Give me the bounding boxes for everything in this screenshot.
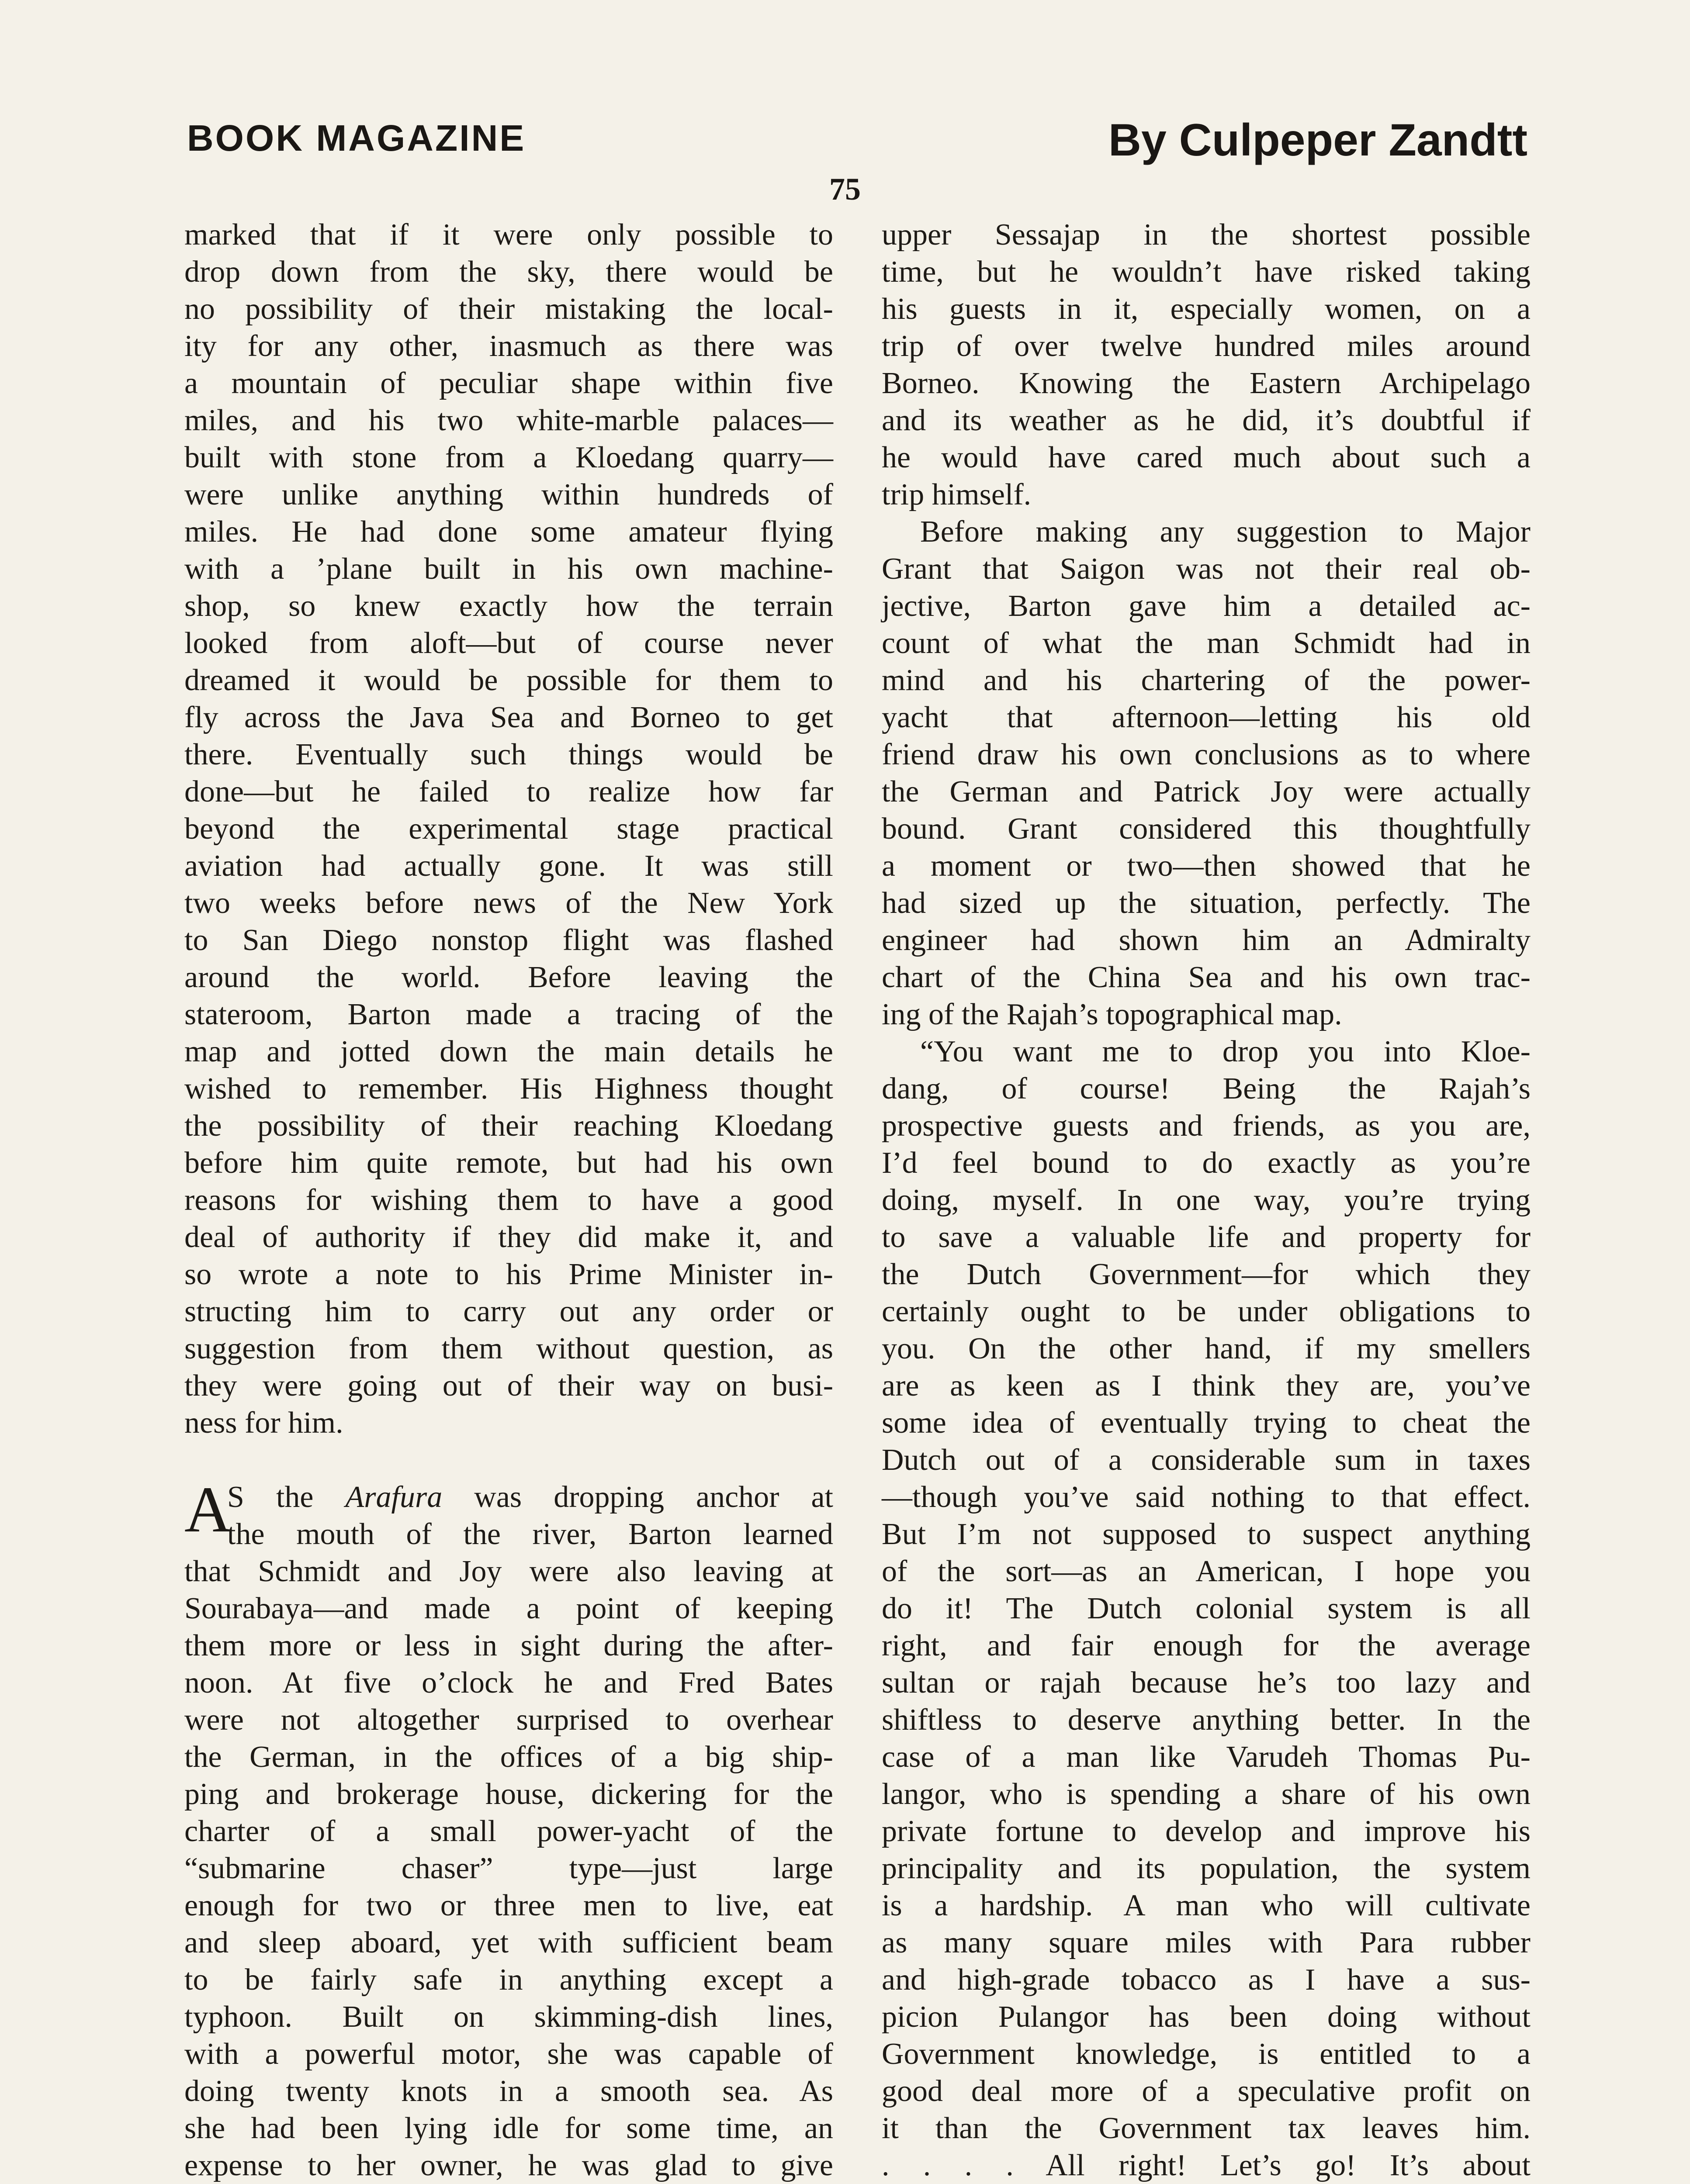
text-line: and sleep aboard, yet with sufficient beam: [184, 1926, 833, 1959]
text-line: before him quite remote, but had his own: [184, 1146, 833, 1180]
text-line: upper Sessajap in the shortest possible: [882, 218, 1531, 252]
text-line: case of a man like Varudeh Thomas Pu-: [882, 1740, 1531, 1774]
text-line: ping and brokerage house, dickering for the: [184, 1777, 833, 1811]
text-line: yacht that afternoon—letting his old: [882, 701, 1531, 734]
text-line: reasons for wishing them to have a good: [184, 1183, 833, 1217]
text-line: right, and fair enough for the average: [882, 1629, 1531, 1662]
text-line: trip himself.: [882, 478, 1032, 511]
text-line: shop, so knew exactly how the terrain: [184, 589, 833, 623]
text-line: around the world. Before leaving the: [184, 961, 833, 994]
text-line: as many square miles with Para rubber: [882, 1926, 1531, 1959]
text-line: them more or less in sight during the after-: [184, 1629, 833, 1662]
left-column: [184, 216, 833, 2184]
author-byline: By Culpeper Zandtt: [1108, 115, 1527, 166]
text-line: charter of a small power-yacht of the: [184, 1814, 833, 1848]
text-line: I’d feel bound to do exactly as you’re: [882, 1146, 1531, 1180]
text-line: ing of the Rajah’s topographical map.: [882, 998, 1342, 1031]
text-line: looked from aloft—but of course never: [184, 626, 833, 660]
ship-name: Arafura: [345, 1480, 443, 1514]
text-line: private fortune to develop and improve his: [882, 1814, 1531, 1848]
text-line: certainly ought to be under obligations to: [882, 1295, 1531, 1328]
text-line: dreamed it would be possible for them to: [184, 663, 833, 697]
text-line: you. On the other hand, if my smellers: [882, 1332, 1531, 1365]
text-line: jective, Barton gave him a detailed ac-: [882, 589, 1531, 623]
text-line: Grant that Saigon was not their real ob-: [882, 552, 1531, 586]
text-line: the Dutch Government—for which they: [882, 1258, 1531, 1291]
text-line: done—but he failed to realize how far: [184, 775, 833, 809]
text-line: langor, who is spending a share of his own: [882, 1777, 1531, 1811]
text-line: shiftless to deserve anything better. In the: [882, 1703, 1531, 1737]
text-line: it than the Government tax leaves him.: [882, 2111, 1531, 2145]
text-line: and its weather as he did, it’s doubtful if: [882, 404, 1531, 437]
text-line: bound. Grant considered this thoughtfully: [882, 812, 1531, 846]
text-line: trip of over twelve hundred miles around: [882, 329, 1531, 363]
text-line: to be fairly safe in anything except a: [184, 1963, 833, 1997]
text-line: friend draw his own conclusions as to where: [882, 738, 1531, 771]
text-run: was dropping anchor at: [442, 1480, 834, 1514]
text-line: the German and Patrick Joy were actually: [882, 775, 1531, 809]
text-line: and high-grade tobacco as I have a sus-: [882, 1963, 1531, 1997]
right-column: [882, 216, 1531, 2184]
publication-title: BOOK MAGAZINE: [187, 117, 526, 159]
text-line: deal of authority if they did make it, and: [184, 1220, 833, 1254]
text-line: that Schmidt and Joy were also leaving at: [184, 1555, 833, 1588]
text-line: are as keen as I think they are, you’ve: [882, 1369, 1531, 1403]
text-line: the mouth of the river, Barton learned: [227, 1517, 833, 1551]
text-line: sultan or rajah because he’s too lazy and: [882, 1666, 1531, 1700]
text-line: to save a valuable life and property for: [882, 1220, 1531, 1254]
text-line: good deal more of a speculative profit on: [882, 2074, 1531, 2108]
text-line: principality and its population, the system: [882, 1852, 1531, 1885]
text-line: some idea of eventually trying to cheat the: [882, 1406, 1531, 1440]
text-line: a moment or two—then showed that he: [882, 849, 1531, 883]
text-line: Dutch out of a considerable sum in taxes: [882, 1443, 1531, 1477]
text-line: with a ’plane built in his own machine-: [184, 552, 833, 586]
text-line: drop down from the sky, there would be: [184, 255, 833, 289]
text-line: two weeks before news of the New York: [184, 886, 833, 920]
text-line: fly across the Java Sea and Borneo to get: [184, 701, 833, 734]
text-line: ness for him.: [184, 1406, 343, 1440]
text-line: the possibility of their reaching Kloedang: [184, 1109, 833, 1143]
text-line: —though you’ve said nothing to that effect.: [882, 1480, 1531, 1514]
text-line: engineer had shown him an Admiralty: [882, 923, 1531, 957]
text-line: dang, of course! Being the Rajah’s: [882, 1072, 1531, 1106]
text-line: “submarine chaser” type—just large: [184, 1852, 833, 1885]
text-line: prospective guests and friends, as you are,: [882, 1109, 1531, 1143]
text-line: so wrote a note to his Prime Minister in-: [184, 1258, 833, 1291]
text-line: noon. At five o’clock he and Fred Bates: [184, 1666, 833, 1700]
text-line: miles. He had done some amateur flying: [184, 515, 833, 549]
text-line: beyond the experimental stage practical: [184, 812, 833, 846]
text-line: “You want me to drop you into Kloe-: [920, 1035, 1531, 1068]
text-line: expense to her owner, he was glad to give: [184, 2149, 833, 2182]
text-line: they were going out of their way on busi-: [184, 1369, 833, 1403]
text-line: with a powerful motor, she was capable of: [184, 2037, 833, 2071]
text-line: Borneo. Knowing the Eastern Archipelago: [882, 366, 1531, 400]
text-line: picion Pulangor has been doing without: [882, 2000, 1531, 2034]
text-line: typhoon. Built on skimming-dish lines,: [184, 2000, 833, 2034]
text-line: Government knowledge, is entitled to a: [882, 2037, 1531, 2071]
text-line: do it! The Dutch colonial system is all: [882, 1592, 1531, 1625]
text-line: built with stone from a Kloedang quarry—: [184, 441, 833, 474]
text-line: count of what the man Schmidt had in: [882, 626, 1531, 660]
text-line: suggestion from them without question, as: [184, 1332, 833, 1365]
text-line: mind and his chartering of the power-: [882, 663, 1531, 697]
page-number: 75: [829, 172, 861, 207]
text-line: doing, myself. In one way, you’re trying: [882, 1183, 1531, 1217]
text-line: there. Eventually such things would be: [184, 738, 833, 771]
text-line: he would have cared much about such a: [882, 441, 1531, 474]
text-line: miles, and his two white-marble palaces—: [184, 404, 833, 437]
text-line: aviation had actually gone. It was still: [184, 849, 833, 883]
text-line: of the sort—as an American, I hope you: [882, 1555, 1531, 1588]
text-line: ity for any other, inasmuch as there was: [184, 329, 833, 363]
text-line: is a hardship. A man who will cultivate: [882, 1889, 1531, 1922]
drop-cap: A: [184, 1473, 232, 1546]
text-line: But I’m not supposed to suspect anything: [882, 1517, 1531, 1551]
text-line: enough for two or three men to live, eat: [184, 1889, 833, 1922]
text-line: no possibility of their mistaking the local-: [184, 292, 833, 326]
text-line: stateroom, Barton made a tracing of the: [184, 998, 833, 1031]
text-line: she had been lying idle for some time, an: [184, 2111, 833, 2145]
text-line: structing him to carry out any order or: [184, 1295, 833, 1328]
text-line: the German, in the offices of a big ship-: [184, 1740, 833, 1774]
text-run: S the: [227, 1480, 346, 1514]
text-line: Before making any suggestion to Major: [920, 515, 1531, 549]
text-line: chart of the China Sea and his own trac-: [882, 961, 1531, 994]
text-line: to San Diego nonstop flight was flashed: [184, 923, 833, 957]
text-line: doing twenty knots in a smooth sea. As: [184, 2074, 833, 2108]
text-line: a mountain of peculiar shape within five: [184, 366, 833, 400]
text-line: map and jotted down the main details he: [184, 1035, 833, 1068]
text-line: Sourabaya—and made a point of keeping: [184, 1592, 833, 1625]
text-line: were not altogether surprised to overhear: [184, 1703, 833, 1737]
text-line: marked that if it were only possible to: [184, 218, 833, 252]
text-line: his guests in it, especially women, on a: [882, 292, 1531, 326]
text-line: time, but he wouldn’t have risked taking: [882, 255, 1531, 289]
text-line: were unlike anything within hundreds of: [184, 478, 833, 511]
text-line: wished to remember. His Highness thought: [184, 1072, 833, 1106]
text-line: had sized up the situation, perfectly. The: [882, 886, 1531, 920]
text-line: . . . . All right! Let’s go! It’s about: [882, 2149, 1531, 2182]
